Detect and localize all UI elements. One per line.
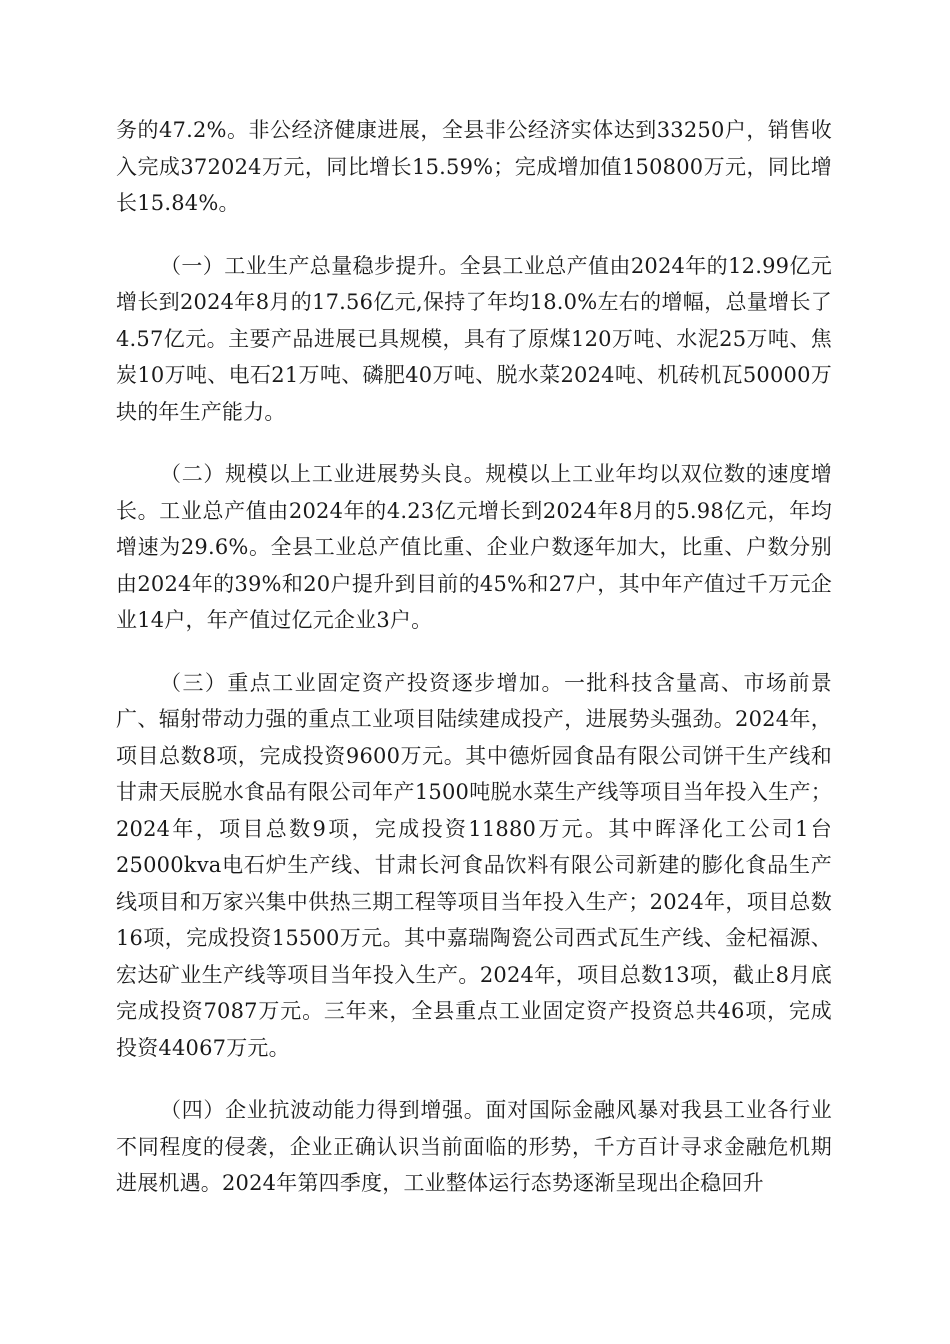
paragraph-resilience: （四）企业抗波动能力得到增强。面对国际金融风暴对我县工业各行业不同程度的侵袭，企业正确认识当前面临的形势，千方百计寻求金融危机期进展机遇。2024年第四季度，工业整体运行态势逐渐呈现出企稳回升: [116, 1098, 832, 1195]
paragraph-industrial-output: （一）工业生产总量稳步提升。全县工业总产值由2024年的12.99亿元增长到2024年8月的17.56亿元,保持了年均18.0%左右的增幅，总量增长了4.57亿元。主要产品进展已具规模，具有了原煤120万吨、水泥25万吨、焦炭10万吨、电石21万吨、磷肥40万吨、脱水菜2024吨、机砖机瓦50000万块的年生产能力。: [116, 253, 832, 424]
paragraph-continuation: 务的47.2%。非公经济健康进展，全县非公经济实体达到33250户，销售收入完成372024万元，同比增长15.59%；完成增加值150800万元，同比增长15.84%。: [116, 118, 832, 215]
paragraph-fixed-asset-investment: （三）重点工业固定资产投资逐步增加。一批科技含量高、市场前景广、辐射带动力强的重点工业项目陆续建成投产，进展势头强劲。2024年，项目总数8项，完成投资9600万元。其中德炘园食品有限公司饼干生产线和甘肃天辰脱水食品有限公司年产1500吨脱水菜生产线等项目当年投入生产；2024年，项目总数9项，完成投资11880万元。其中晖泽化工公司1台25000kva电石炉生产线、甘肃长河食品饮料有限公司新建的膨化食品生产线项目和万家兴集中供热三期工程等项目当年投入生产；2024年，项目总数16项，完成投资15500万元。其中嘉瑞陶瓷公司西式瓦生产线、金杞福源、宏达矿业生产线等项目当年投入生产。2024年，项目总数13项，截止8月底完成投资7087万元。三年来，全县重点工业固定资产投资总共46项，完成投资44067万元。: [116, 670, 832, 1060]
document-body: [116, 112, 832, 1228]
paragraph-above-scale-industry: （二）规模以上工业进展势头良。规模以上工业年均以双位数的速度增长。工业总产值由2024年的4.23亿元增长到2024年8月的5.98亿元，年均增速为29.6%。全县工业总产值比重、企业户数逐年加大，比重、户数分别由2024年的39%和20户提升到目前的45%和27户，其中年产值过千万元企业14户，年产值过亿元企业3户。: [116, 462, 832, 632]
